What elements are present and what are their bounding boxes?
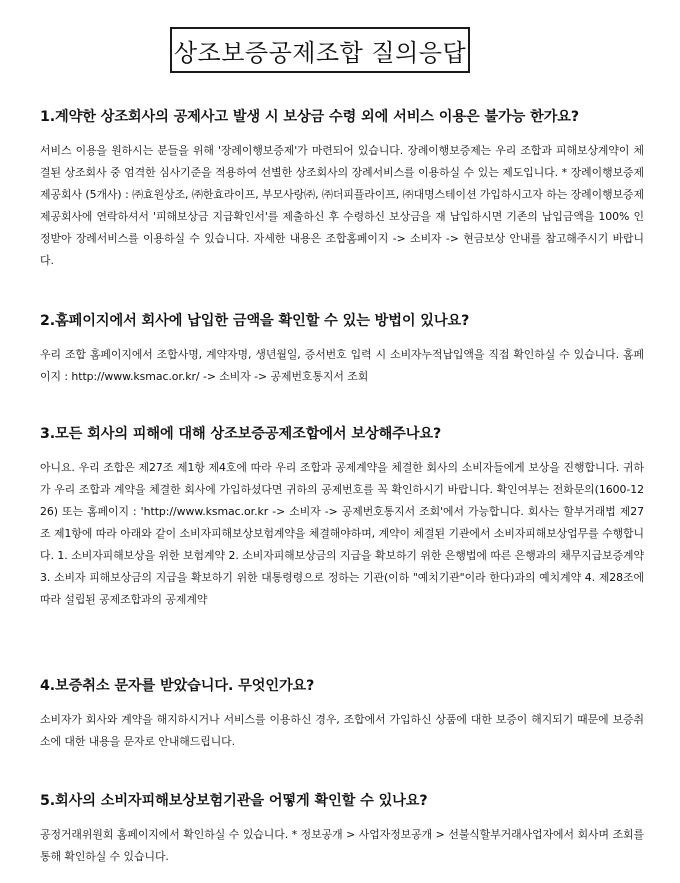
title-box: [170, 27, 470, 73]
qa-section-1: [40, 106, 644, 272]
page-title: 상조보증공제조합 질의응답: [173, 38, 467, 67]
answer-4: 소비자가 회사와 계약을 해지하시거나 서비스를 이용하신 경우, 조합에서 가입하신 상품에 대한 보증이 해지되기 때문에 보증취소에 대한 내용을 문자로 안내해드립니다.: [40, 713, 644, 748]
question-1: 1.계약한 상조회사의 공제사고 발생 시 보상금 수령 외에 서비스 이용은 불가능 한가요?: [40, 109, 580, 125]
qa-section-2: [40, 310, 644, 388]
question-2: 2.홈페이지에서 회사에 납입한 금액을 확인할 수 있는 방법이 있나요?: [40, 313, 470, 329]
question-5: 5.회사의 소비자피해보상보험기관을 어떻게 확인할 수 있나요?: [40, 793, 428, 809]
question-3: 3.모든 회사의 피해에 대해 상조보증공제조합에서 보상해주나요?: [40, 426, 442, 442]
question-4: 4.보증취소 문자를 받았습니다. 무엇인가요?: [40, 678, 315, 694]
answer-1: 서비스 이용을 원하시는 분들을 위해 '장례이행보증제'가 마련되어 있습니다. 장례이행보증제는 우리 조합과 피해보상계약이 체결된 상조회사 중 엄격한 심사기준을 적용하여 선별한 상조회사의 장례서비스를 이용하실 수 있는 제도입니다. * 장례이행보증제 제공회사 (5개사) : ㈜효원상조, ㈜한효라이프, 부모사랑㈜, ㈜더피플라이프, ㈜대명스테이션 가입하시고자 하는 장례이행보증제 제공회사에 연락하셔서 '피해보상금 지급확인서'를 제출하신 후 수령하신 보상금을 재 납입하시면 기존의 납입금액을 100% 인정받아 장례서비스를 이용하실 수 있습니다. 자세한 내용은 조합홈페이지 -> 소비자 -> 현금보상 안내를 참고해주시기 바랍니다.: [40, 144, 644, 267]
qa-section-3: [40, 423, 644, 611]
qa-section-5: [40, 790, 644, 868]
answer-3: 아니요. 우리 조합은 제27조 제1항 제4호에 따라 우리 조합과 공제계약을 체결한 회사의 소비자들에게 보상을 진행합니다. 귀하가 우리 조합과 계약을 체결한 회사에 가입하셨다면 귀하의 공제번호를 꼭 확인하시기 바랍니다. 확인여부는 전화문의(1600-1226) 또는 홈페이지 : 'http://www.ksmac.or.kr -> 소비자 -> 공제번호통지서 조회'에서 가능합니다. 회사는 할부거래법 제27조 제1항에 따라 아래와 같이 소비자피해보상보험계약을 체결해야하며, 계약이 체결된 기관에서 소비자피해보상업무를 수행합니다. 1. 소비자피해보상을 위한 보험계약 2. 소비자피해보상금의 지급을 확보하기 위한 은행법에 따른 은행과의 채무지급보증계약 3. 소비자 피해보상금의 지급을 확보하기 위한 대통령령으로 정하는 기관(이하 "예치기관"이라 한다)과의 예치계약 4. 제28조에 따라 설립된 공제조합과의 공제계약: [40, 461, 644, 606]
answer-2: 우리 조합 홈페이지에서 조합사명, 계약자명, 생년월일, 증서번호 입력 시 소비자누적납입액을 직접 확인하실 수 있습니다. 홈페이지 : http://www.ksmac.or.kr/ -> 소비자 -> 공제번호통지서 조회: [40, 348, 644, 383]
answer-5: 공정거래위원회 홈페이지에서 확인하실 수 있습니다. * 정보공개 > 사업자정보공개 > 선불식할부거래사업자에서 회사며 조회를 통해 확인하실 수 있습니다.: [40, 828, 644, 863]
qa-section-4: [40, 675, 644, 753]
